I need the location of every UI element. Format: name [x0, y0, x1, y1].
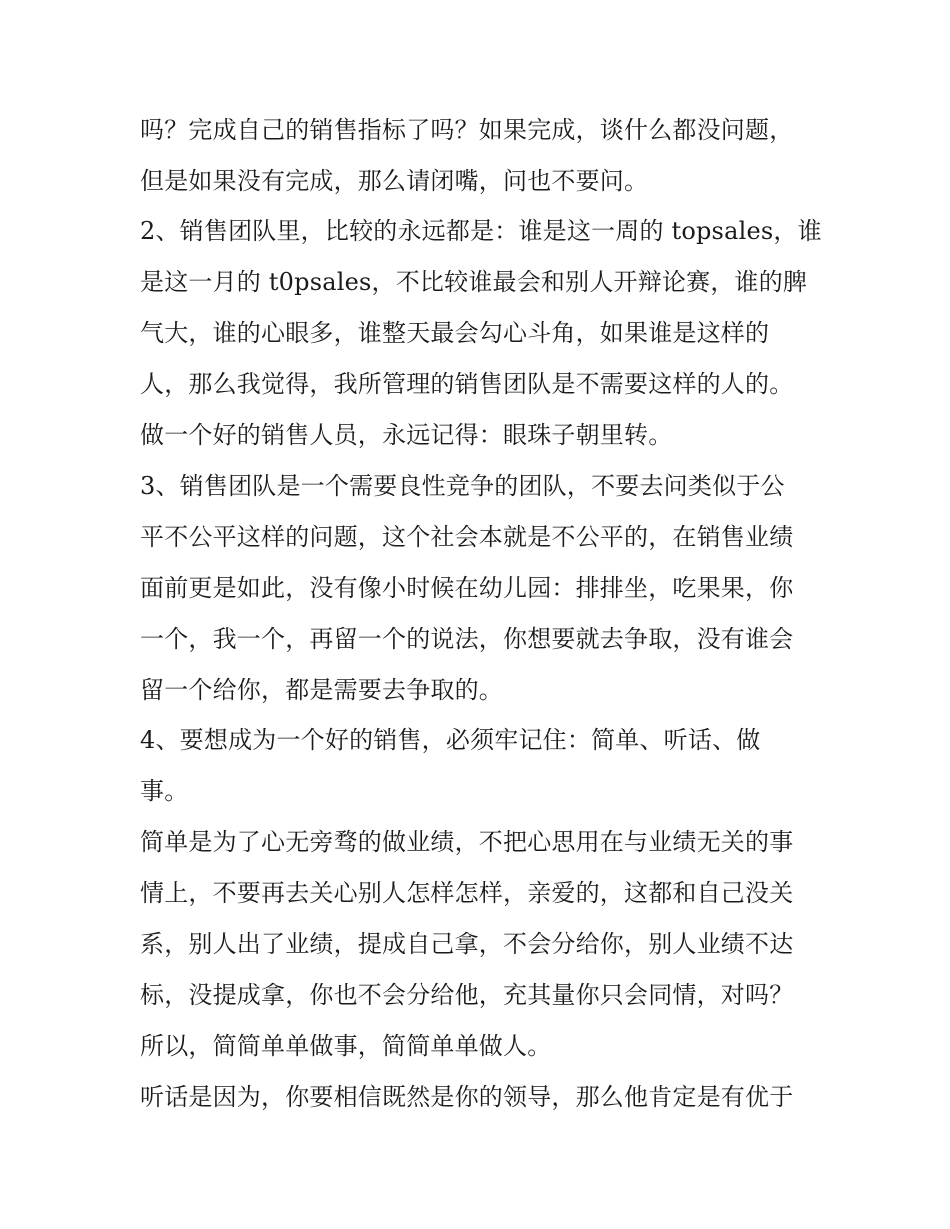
text-line-18: 标，没提成拿，你也不会分给他，充其量你只会同情，对吗？	[140, 981, 794, 1009]
text-line-2: 但是如果没有完成，那么请闭嘴，问也不要问。	[140, 167, 649, 195]
text-line-14: 事。	[140, 777, 189, 805]
text-line-3: 2、销售团队里，比较的永远都是：谁是这一周的 topsales，谁	[140, 217, 822, 245]
text-line-13: 4、要想成为一个好的销售，必须牢记住：简单、听话、做	[140, 726, 761, 754]
text-line-4: 是这一月的 t0psales，不比较谁最会和别人开辩论赛，谁的脾	[140, 268, 808, 296]
text-line-1: 吗？完成自己的销售指标了吗？如果完成，谈什么都没问题，	[140, 116, 794, 144]
text-line-15: 简单是为了心无旁骛的做业绩，不把心思用在与业绩无关的事	[140, 828, 794, 856]
text-line-6: 人，那么我觉得，我所管理的销售团队是不需要这样的人的。	[140, 370, 794, 398]
text-line-5: 气大，谁的心眼多，谁整天最会勾心斗角，如果谁是这样的	[140, 319, 770, 347]
text-line-19: 所以，简简单单做事，简简单单做人。	[140, 1032, 552, 1060]
text-line-17: 系，别人出了业绩，提成自己拿，不会分给你，别人业绩不达	[140, 930, 794, 958]
text-line-10: 面前更是如此，没有像小时候在幼儿园：排排坐，吃果果，你	[140, 574, 794, 602]
text-line-7: 做一个好的销售人员，永远记得：眼珠子朝里转。	[140, 421, 673, 449]
text-line-12: 留一个给你，都是需要去争取的。	[140, 676, 503, 704]
text-line-11: 一个，我一个，再留一个的说法，你想要就去争取，没有谁会	[140, 625, 794, 653]
text-line-16: 情上，不要再去关心别人怎样怎样，亲爱的，这都和自己没关	[140, 879, 794, 907]
text-line-9: 平不公平这样的问题，这个社会本就是不公平的，在销售业绩	[140, 523, 794, 551]
text-line-8: 3、销售团队是一个需要良性竞争的团队，不要去问类似于公	[140, 472, 785, 500]
text-line-20: 听话是因为，你要相信既然是你的领导，那么他肯定是有优于	[140, 1083, 794, 1111]
